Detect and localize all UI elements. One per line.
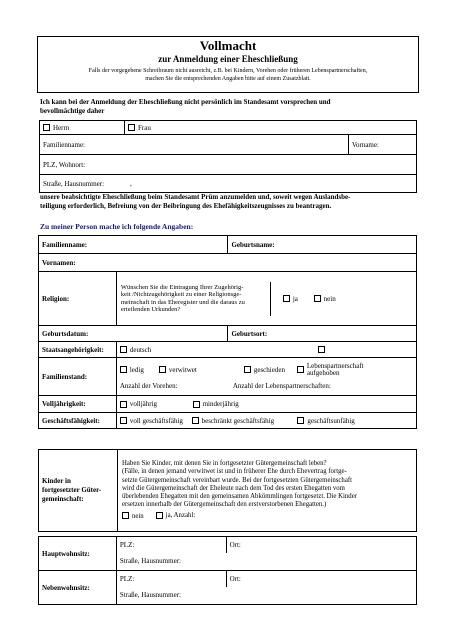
proxy-familienname-field[interactable] [40,135,349,155]
lp-aufgehoben-line1: Lebenspartnerschaft [306,361,364,370]
hauptwohnsitz-plz-label: PLZ: [119,540,135,549]
kinder-q3: setzte Gütergemeinschaft vereinbart wurde. Bei der fortgesetzten Gütergemeinschaft [122,476,352,484]
kinder-q4: wird die Gütergemeinschaft der Eheleute nach dem Tod des ersten Ehegatten vom [122,484,345,492]
kinder-q1: Haben Sie Kinder, mit denen Sie in fortgesetzter Gütergemeinschaft leben? [122,460,327,468]
nebenwohnsitz-label-cell [39,571,117,605]
ledig-checkbox[interactable] [120,366,127,373]
proxy-dot: , [130,179,132,188]
verwitwet-checkbox[interactable] [159,366,166,373]
person-heading: Zu meiner Person mache ich folgende Angaben: [40,222,194,231]
familienstand-label: Familienstand: [42,372,88,381]
vornamen-label: Vornamen: [42,258,76,267]
andere-staatsangehoerigkeit-checkbox[interactable] [318,346,325,353]
page-title: Vollmacht [199,38,257,53]
nebenwohnsitz-plz-field[interactable] [116,571,226,587]
deutsch-checkbox[interactable] [120,346,127,353]
geschaeftsunfaehig-label: geschäftsunfähig [307,416,355,425]
proxy-familienname-label: Familienname: [43,140,85,149]
header-note-line2: machen Sie die entsprechenden Angaben bitte auf einem Zusatzblatt. [145,76,311,82]
geburtsname-field[interactable] [228,236,417,254]
hauptwohnsitz-label-cell [39,537,117,571]
hauptwohnsitz-strasse-field[interactable] [116,553,416,571]
proxy-vorname-field[interactable] [348,135,416,155]
kinder-nein-checkbox[interactable] [122,512,129,519]
familienname-field[interactable] [39,236,228,254]
religion-q2: keit /Nichtzugehörigkeit zu einer Religionsge- [120,291,242,298]
kinder-ja-checkbox[interactable] [156,512,163,519]
geschieden-checkbox[interactable] [244,366,251,373]
religion-q1: Wünschen Sie die Eintragung Ihrer Zugehörig- [120,283,244,291]
hauptwohnsitz-plz-field[interactable] [116,537,226,553]
volljaehrig-label: volljährig [129,400,158,408]
religion-nein-label: nein [323,294,336,303]
geschaeftsfaehigkeit-label-cell [39,413,117,429]
religion-q3: meinschaft in das Eheregister und die daraus zu [120,298,245,306]
minderjaehrig-label: minderjährig [202,400,239,408]
religion-label: Religion: [42,294,70,303]
header-note-line1: Falls der vorgegebene Schreibraum nicht ausreicht, z.B. bei Kindern, Vorehen oder früheren Lebenspartnerschaften, [88,68,368,74]
religion-ja-label: ja [292,294,298,303]
proxy-table [39,120,417,193]
proxy-plz-wohnort-label: PLZ, Wohnort: [43,160,86,169]
volljaehrig-checkbox[interactable] [120,401,127,408]
staatsangehoerigkeit-label-cell [39,342,117,358]
kinder-q2: (Fälle, in denen jemand verwitwet ist und in früherer Ehe durch Ehevertrag fortge- [122,468,347,476]
religion-label-cell [39,272,117,326]
purpose-line1: unsere beabsichtigte Eheschließung beim Standesamt Prüm anzumelden und, soweit wegen Auslandsbe- [40,193,351,201]
religion-cell [116,272,416,326]
kinder-label-line3: gemeinschaft: [42,495,84,503]
religion-ja-checkbox[interactable] [283,295,290,302]
kinder-question-cell [118,450,417,532]
frau-cell [125,121,417,135]
lp-aufgehoben-label [307,363,364,377]
deutsch-label: deutsch [129,345,152,354]
geschaeftsfaehigkeit-label: Geschäftsfähigkeit: [42,416,100,425]
proxy-vorname-label: Vorname: [351,140,379,149]
proxy-strasse-field[interactable] [40,175,417,193]
staatsangehoerigkeit-label: Staatsangehörigkeit: [42,345,104,354]
familienstand-cell [116,358,416,396]
familienstand-label-cell [39,358,117,396]
kinder-label [42,477,114,504]
kinder-label-line2: fortgesetzter Güter- [42,486,102,494]
kinder-label-cell [39,450,118,532]
kinder-table [38,449,417,532]
beschraenkt-geschaeftsfaehig-label: beschränkt geschäftsfähig [201,416,275,425]
hauptwohnsitz-ort-field[interactable] [226,537,416,553]
herrn-label: Herrn [53,123,70,132]
geschaeftsunfaehig-checkbox[interactable] [297,417,304,424]
nebenwohnsitz-strasse-field[interactable] [116,587,416,605]
religion-q4: erteilenden Urkunden? [120,306,181,313]
frau-label: Frau [138,123,151,132]
hauptwohnsitz-ort-label: Ort: [229,540,241,549]
kinder-q5: überlebenden Ehegatten mit den gemeinsamen Abkömmlingen fortgesetzt. Die Kinder [122,493,357,501]
geburtsdatum-field[interactable] [39,326,228,342]
intro-line2: bevollmächtige daher [40,107,105,115]
intro-line1: Ich kann bei der Anmeldung der Eheschließung nicht persönlich im Standesamt vorsprechen und [40,98,331,106]
voll-geschaeftsfaehig-checkbox[interactable] [120,417,127,424]
ledig-label: ledig [129,365,144,374]
lp-aufgehoben-checkbox[interactable] [297,366,304,373]
kinder-options [122,512,412,520]
anzahl-vorehen-label: Anzahl der Vorehen: [119,381,178,390]
verwitwet-label: verwitwet [168,365,197,374]
hauptwohnsitz-label: Hauptwohnsitz: [42,549,90,558]
proxy-plz-wohnort-field[interactable] [40,155,417,175]
page-subtitle: zur Anmeldung einer Eheschließung [158,54,298,64]
frau-checkbox[interactable] [128,124,135,131]
beschraenkt-geschaeftsfaehig-checkbox[interactable] [192,417,199,424]
minderjaehrig-checkbox[interactable] [193,401,200,408]
kinder-ja-label: ja, Anzahl: [165,512,196,520]
nebenwohnsitz-ort-field[interactable] [226,571,416,587]
geburtsdatum-label: Geburtsdatum: [42,329,89,338]
lp-aufgehoben-line2: aufgehoben [306,368,340,377]
intro-text [40,98,331,116]
geburtsort-field[interactable] [228,326,417,342]
nebenwohnsitz-plz-label: PLZ: [119,574,135,583]
nebenwohnsitz-ort-label: Ort: [229,574,241,583]
anzahl-lp-label: Anzahl der Lebenspartnerschaften: [232,381,331,390]
kinder-nein-label: nein [132,512,144,520]
volljaehrigkeit-label: Volljährigkeit: [42,400,86,408]
religion-nein-checkbox[interactable] [314,295,321,302]
wohnsitz-table [38,536,417,605]
herrn-checkbox[interactable] [43,124,50,131]
nebenwohnsitz-strasse-label: Straße, Hausnummer: [119,591,181,600]
religion-options [271,295,336,303]
kinder-q6: ersetzen innerhalb der Gütergemeinschaft den erstverstorbenen Ehegatten.) [122,501,327,509]
vornamen-field[interactable] [39,254,417,272]
geburtsort-label: Geburtsort: [231,329,268,338]
volljaehrigkeit-cell [116,396,416,413]
nebenwohnsitz-label: Nebenwohnsitz: [42,583,90,592]
geschaeftsfaehigkeit-cell [116,413,416,429]
voll-geschaeftsfaehig-label: voll geschäftsfähig [129,416,183,425]
purpose-line2: teiligung erforderlich, Befreiung von der Beibringung des Ehefähigkeitszeugnisses zu beantragen. [40,202,332,210]
title-box [37,36,419,93]
kinder-label-line1: Kinder in [42,477,71,485]
familienname-label: Familienname: [42,240,88,249]
religion-question [117,282,271,316]
herrn-cell [40,121,125,135]
geburtsname-label: Geburtsname: [231,240,275,249]
volljaehrigkeit-label-cell [39,396,117,413]
person-table [38,235,417,429]
geschieden-label: geschieden [253,365,285,374]
proxy-strasse-label: Straße, Hausnummer: [43,179,105,188]
hauptwohnsitz-strasse-label: Straße, Hausnummer: [119,557,181,566]
purpose-text [40,193,350,211]
staatsangehoerigkeit-cell [116,342,416,358]
